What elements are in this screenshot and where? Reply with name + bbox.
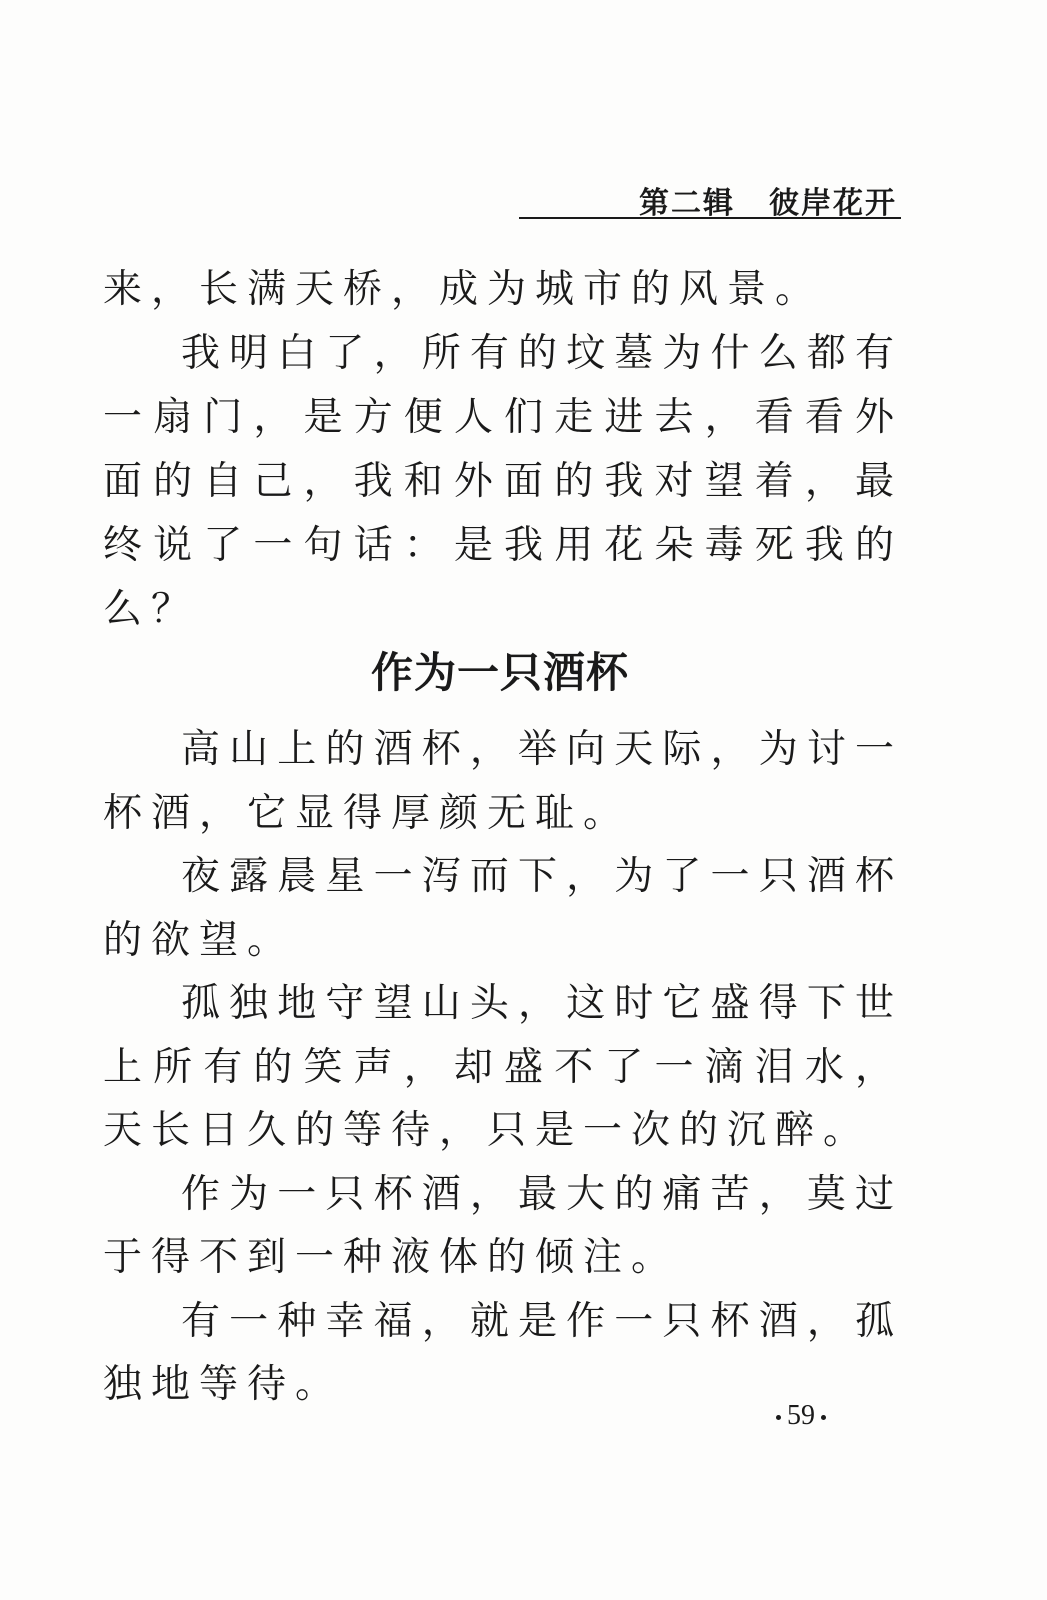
- page-number-value: 59: [787, 1400, 815, 1431]
- page-number: [770, 1400, 832, 1432]
- paragraph: 作为一只杯酒，最大的痛苦，莫过于得不到一种液体的倾注。: [103, 1171, 903, 1280]
- running-head: [639, 178, 897, 222]
- page-number-dot-left: [776, 1415, 781, 1420]
- paragraph-continued: 来，长满天桥，成为城市的风景。: [103, 267, 824, 312]
- running-head-rule: [519, 217, 901, 219]
- page-number-dot-right: [821, 1415, 826, 1420]
- paragraph: 有一种幸福，就是作一只杯酒，孤独地等待。: [103, 1298, 903, 1407]
- paragraph: 夜露晨星一泻而下，为了一只酒杯的欲望。: [103, 854, 903, 963]
- essay-title: 作为一只酒杯: [370, 648, 629, 697]
- running-head-section: 彼岸花开: [769, 186, 897, 221]
- paragraph: 我明白了，所有的坟墓为什么都有一扇门，是方便人们走进去，看看外面的自己，我和外面的我对望着，最终说了一句话：是我用花朵毒死我的么？: [103, 331, 903, 632]
- paragraph: 高山上的酒杯，举向天际，为讨一杯酒，它显得厚颜无耻。: [103, 727, 903, 836]
- essay-body: [103, 718, 903, 1417]
- continued-text: [103, 258, 903, 642]
- running-head-part: 第二辑: [639, 186, 735, 221]
- paragraph: 孤独地守望山头，这时它盛得下世上所有的笑声，却盛不了一滴泪水，天长日久的等待，只是一次的沉醉。: [103, 981, 903, 1153]
